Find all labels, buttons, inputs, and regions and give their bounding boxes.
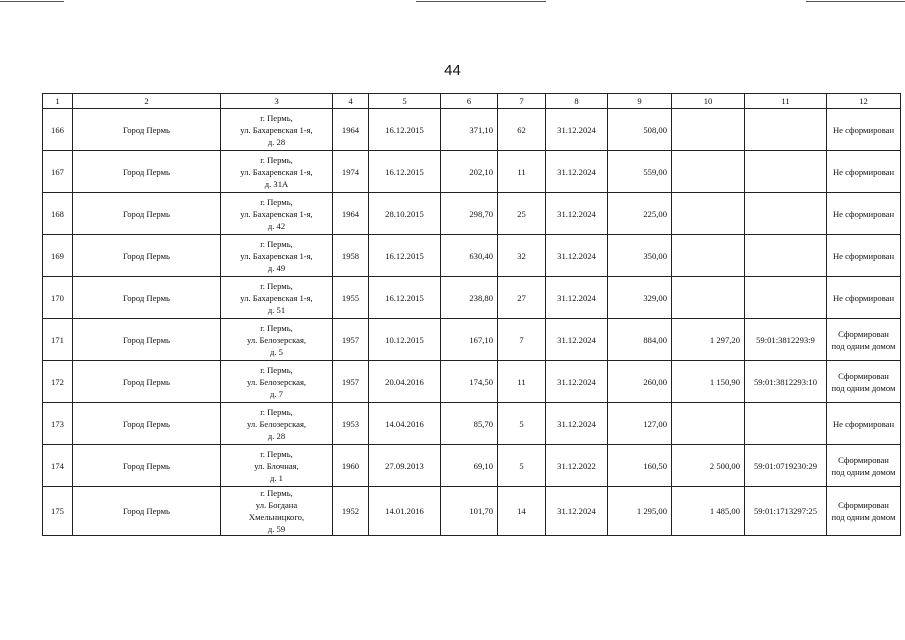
column-header: 11 (745, 94, 827, 109)
address-cell (221, 487, 333, 536)
address-line: д. 51 (267, 304, 286, 315)
address-line: ул. Блочная, (254, 460, 299, 471)
resettlement-date-cell: 31.12.2024 (546, 277, 608, 319)
column-9-cell: 329,00 (608, 277, 672, 319)
municipality-cell: Город Пермь (73, 109, 221, 151)
column-9-cell: 884,00 (608, 319, 672, 361)
land-status-cell (827, 109, 901, 151)
cadastral-number-cell (745, 109, 827, 151)
build-year-cell: 1952 (333, 487, 369, 536)
residents-count-cell: 5 (498, 445, 546, 487)
cadastral-number-cell (745, 277, 827, 319)
table-row (43, 361, 901, 403)
resettlement-date-cell: 31.12.2024 (546, 403, 608, 445)
residents-count-cell: 14 (498, 487, 546, 536)
column-number-row (43, 94, 901, 109)
resettlement-date-cell: 31.12.2024 (546, 319, 608, 361)
municipality-cell: Город Пермь (73, 277, 221, 319)
build-year-cell: 1957 (333, 361, 369, 403)
address-line: д. 28 (267, 136, 286, 147)
address-line: д. 49 (267, 262, 286, 273)
area-cell: 85,70 (441, 403, 498, 445)
land-area-cell: 1 150,90 (672, 361, 745, 403)
column-9-cell: 559,00 (608, 151, 672, 193)
address-cell (221, 277, 333, 319)
table-body (43, 109, 901, 536)
cadastral-number-cell (745, 151, 827, 193)
address-line: д. 42 (267, 220, 286, 231)
residents-count-cell: 7 (498, 319, 546, 361)
residents-count-cell: 11 (498, 361, 546, 403)
row-number-cell: 168 (43, 193, 73, 235)
build-year-cell: 1958 (333, 235, 369, 277)
column-9-cell: 160,50 (608, 445, 672, 487)
residents-count-cell: 25 (498, 193, 546, 235)
cadastral-number-cell (745, 403, 827, 445)
build-year-cell: 1953 (333, 403, 369, 445)
land-status-line: под одним домом (831, 382, 896, 393)
address-cell (221, 193, 333, 235)
build-year-cell: 1964 (333, 109, 369, 151)
address-line: д. 1 (270, 472, 283, 483)
address-cell (221, 235, 333, 277)
address-line: г. Пермь, (260, 196, 293, 207)
address-line: ул. Белозерская, (246, 334, 307, 345)
municipality-cell: Город Пермь (73, 193, 221, 235)
land-status-cell (827, 361, 901, 403)
area-cell: 167,10 (441, 319, 498, 361)
row-number-cell: 166 (43, 109, 73, 151)
land-area-cell (672, 277, 745, 319)
column-header: 12 (827, 94, 901, 109)
land-status-line: Сформирован (838, 500, 889, 510)
land-status-cell (827, 193, 901, 235)
resettlement-date-cell: 31.12.2024 (546, 361, 608, 403)
land-status-line: Не сформирован (832, 166, 895, 177)
residents-count-cell: 11 (498, 151, 546, 193)
municipality-cell: Город Пермь (73, 403, 221, 445)
resettlement-date-cell: 31.12.2022 (546, 445, 608, 487)
column-9-cell: 225,00 (608, 193, 672, 235)
top-rule-middle (416, 1, 546, 2)
recognition-date-cell: 14.01.2016 (369, 487, 441, 536)
recognition-date-cell: 16.12.2015 (369, 277, 441, 319)
address-line: г. Пермь, (260, 280, 293, 291)
recognition-date-cell: 16.12.2015 (369, 151, 441, 193)
residents-count-cell: 5 (498, 403, 546, 445)
address-line: г. Пермь, (260, 448, 293, 459)
land-status-cell (827, 487, 901, 536)
address-line: д. 59 (267, 524, 286, 534)
address-line: г. Пермь, (260, 238, 293, 249)
land-status-line: Не сформирован (832, 208, 895, 219)
row-number-cell: 167 (43, 151, 73, 193)
municipality-cell: Город Пермь (73, 445, 221, 487)
column-header: 10 (672, 94, 745, 109)
column-header: 8 (546, 94, 608, 109)
land-status-line: под одним домом (831, 512, 896, 522)
land-area-cell: 1 485,00 (672, 487, 745, 536)
column-9-cell: 1 295,00 (608, 487, 672, 536)
land-status-line: Не сформирован (832, 124, 895, 135)
recognition-date-cell: 16.12.2015 (369, 109, 441, 151)
land-status-cell (827, 319, 901, 361)
address-line: г. Пермь, (260, 112, 293, 123)
recognition-date-cell: 20.04.2016 (369, 361, 441, 403)
column-9-cell: 508,00 (608, 109, 672, 151)
land-area-cell (672, 403, 745, 445)
area-cell: 69,10 (441, 445, 498, 487)
municipality-cell: Город Пермь (73, 235, 221, 277)
recognition-date-cell: 28.10.2015 (369, 193, 441, 235)
address-cell (221, 445, 333, 487)
land-status-cell (827, 445, 901, 487)
address-line: ул. Белозерская, (246, 418, 307, 429)
resettlement-date-cell: 31.12.2024 (546, 151, 608, 193)
table-row (43, 151, 901, 193)
recognition-date-cell: 10.12.2015 (369, 319, 441, 361)
recognition-date-cell: 16.12.2015 (369, 235, 441, 277)
address-line: г. Пермь, (260, 406, 293, 417)
table-row (43, 319, 901, 361)
top-rule-left (0, 1, 64, 2)
land-status-cell (827, 235, 901, 277)
address-line: ул. Бахаревская 1-я, (240, 166, 313, 177)
cadastral-number-cell: 59:01:3812293:10 (745, 361, 827, 403)
address-line: г. Пермь, (260, 488, 293, 498)
build-year-cell: 1955 (333, 277, 369, 319)
area-cell: 174,50 (441, 361, 498, 403)
land-status-line: Не сформирован (832, 418, 895, 429)
column-9-cell: 260,00 (608, 361, 672, 403)
address-line: д. 5 (270, 346, 283, 357)
cadastral-number-cell (745, 193, 827, 235)
land-area-cell (672, 235, 745, 277)
address-cell (221, 403, 333, 445)
municipality-cell: Город Пермь (73, 151, 221, 193)
row-number-cell: 174 (43, 445, 73, 487)
table-row (43, 193, 901, 235)
table-row (43, 487, 901, 536)
address-line: ул. Бахаревская 1-я, (240, 250, 313, 261)
resettlement-date-cell: 31.12.2024 (546, 235, 608, 277)
land-status-line: Сформирован (838, 328, 889, 339)
area-cell: 238,80 (441, 277, 498, 319)
row-number-cell: 169 (43, 235, 73, 277)
cadastral-number-cell: 59:01:1713297:25 (745, 487, 827, 536)
build-year-cell: 1964 (333, 193, 369, 235)
table-row (43, 235, 901, 277)
cadastral-number-cell: 59:01:0719230:29 (745, 445, 827, 487)
recognition-date-cell: 27.09.2013 (369, 445, 441, 487)
land-status-line: под одним домом (831, 340, 896, 351)
address-line: д. 7 (270, 388, 283, 399)
address-line: ул. Бахаревская 1-я, (240, 208, 313, 219)
land-area-cell (672, 151, 745, 193)
land-status-line: Сформирован (838, 454, 889, 465)
row-number-cell: 170 (43, 277, 73, 319)
area-cell: 101,70 (441, 487, 498, 536)
build-year-cell: 1974 (333, 151, 369, 193)
land-area-cell (672, 193, 745, 235)
address-cell (221, 361, 333, 403)
table-header (43, 94, 901, 109)
column-header: 7 (498, 94, 546, 109)
address-line: г. Пермь, (260, 322, 293, 333)
land-status-line: Не сформирован (832, 292, 895, 303)
municipality-cell: Город Пермь (73, 361, 221, 403)
column-header: 1 (43, 94, 73, 109)
land-status-cell (827, 277, 901, 319)
cadastral-number-cell (745, 235, 827, 277)
residents-count-cell: 27 (498, 277, 546, 319)
row-number-cell: 172 (43, 361, 73, 403)
address-line: г. Пермь, (260, 364, 293, 375)
municipality-cell: Город Пермь (73, 487, 221, 536)
area-cell: 298,70 (441, 193, 498, 235)
address-line: д. 28 (267, 430, 286, 441)
column-header: 4 (333, 94, 369, 109)
address-line: ул. Белозерская, (246, 376, 307, 387)
resettlement-date-cell: 31.12.2024 (546, 193, 608, 235)
land-area-cell: 2 500,00 (672, 445, 745, 487)
column-header: 2 (73, 94, 221, 109)
column-header: 5 (369, 94, 441, 109)
address-cell (221, 319, 333, 361)
table-row (43, 277, 901, 319)
residents-count-cell: 32 (498, 235, 546, 277)
address-line: ул. Бахаревская 1-я, (240, 292, 313, 303)
municipality-cell: Город Пермь (73, 319, 221, 361)
table-row (43, 109, 901, 151)
table-row (43, 445, 901, 487)
row-number-cell: 171 (43, 319, 73, 361)
column-header: 3 (221, 94, 333, 109)
land-status-line: под одним домом (831, 466, 896, 477)
area-cell: 630,40 (441, 235, 498, 277)
table-row (43, 403, 901, 445)
address-line: д. 31А (264, 178, 289, 189)
cadastral-number-cell: 59:01:3812293:9 (745, 319, 827, 361)
address-line: ул. Бахаревская 1-я, (240, 124, 313, 135)
build-year-cell: 1960 (333, 445, 369, 487)
page-number: 44 (444, 62, 461, 79)
land-area-cell (672, 109, 745, 151)
column-9-cell: 127,00 (608, 403, 672, 445)
address-line: г. Пермь, (260, 154, 293, 165)
residents-count-cell: 62 (498, 109, 546, 151)
resettlement-date-cell: 31.12.2024 (546, 109, 608, 151)
land-status-line: Сформирован (838, 370, 889, 381)
address-cell (221, 151, 333, 193)
column-header: 6 (441, 94, 498, 109)
row-number-cell: 173 (43, 403, 73, 445)
land-area-cell: 1 297,20 (672, 319, 745, 361)
address-line: Хмельницкого, (248, 512, 305, 522)
top-rule-right (806, 1, 905, 2)
column-9-cell: 350,00 (608, 235, 672, 277)
recognition-date-cell: 14.04.2016 (369, 403, 441, 445)
area-cell: 371,10 (441, 109, 498, 151)
land-status-cell (827, 403, 901, 445)
housing-registry-table (42, 93, 901, 536)
area-cell: 202,10 (441, 151, 498, 193)
column-header: 9 (608, 94, 672, 109)
resettlement-date-cell: 31.12.2024 (546, 487, 608, 536)
address-cell (221, 109, 333, 151)
build-year-cell: 1957 (333, 319, 369, 361)
land-status-line: Не сформирован (832, 250, 895, 261)
land-status-cell (827, 151, 901, 193)
row-number-cell: 175 (43, 487, 73, 536)
address-line: ул. Богдана (255, 500, 298, 510)
